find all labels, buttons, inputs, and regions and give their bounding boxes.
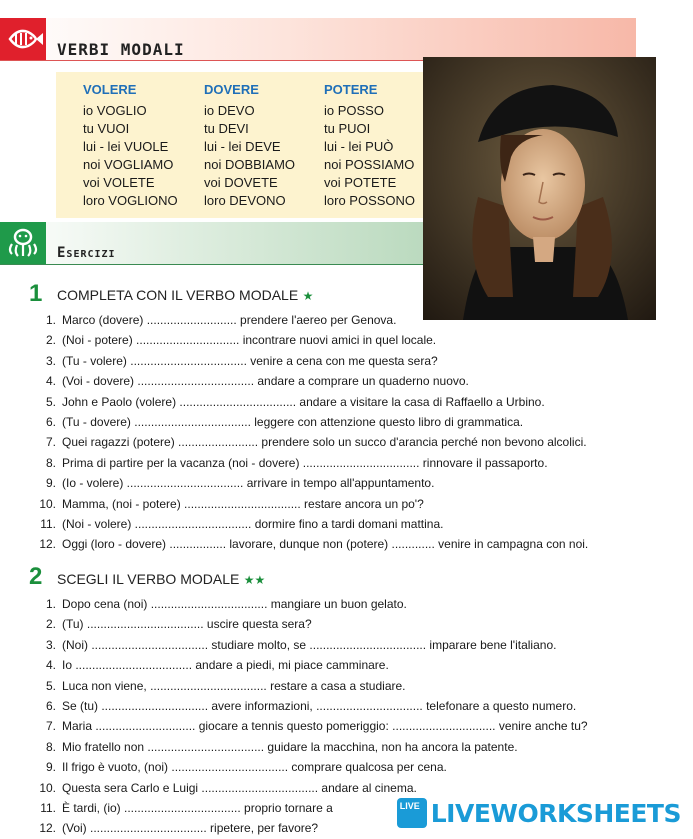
exercise-1-number: 1 [29,280,43,307]
verb-form: noi DOBBIAMO [204,157,296,172]
list-item: 2. (Tu) ................................... uscire questa sera? [45,617,312,632]
exercise-1-heading [57,287,313,305]
verb-heading: VOLERE [83,82,137,97]
verb-form: noi POSSIAMO [324,157,415,172]
verb-form: voi DOVETE [204,175,278,190]
list-item: 1. Marco (dovere) ........................... prendere l'aereo per Genova. [45,313,397,327]
verb-column-dovere [204,82,295,210]
list-item: 5. John e Paolo (volere) ................................... andare a visitare la casa di Raffaello a Urbino. [45,394,545,409]
liveworksheets-wordmark: LIVEWORKSHEETS [430,798,681,828]
difficulty-stars: ★★ [243,573,266,587]
list-item: 4. Io ................................... andare a piedi, mi piace camminare. [45,658,389,673]
list-item: 11. (Noi - volere) ................................... dormire fino a tardi domani mattina. [40,516,444,531]
list-item: 3. (Noi) ................................... studiare molto, se ................................... imparare bene l'italiano. [45,637,557,652]
verb-form: voi POTETE [324,175,397,190]
difficulty-stars: ★ [302,289,314,303]
verb-form: lui - lei DEVE [204,139,281,154]
list-item: 9. (Io - volere) ................................... arrivare in tempo all'appuntamento. [45,476,435,491]
verb-form: io DEVO [204,103,255,118]
verb-form: io VOGLIO [83,103,147,118]
list-item: 9. Il frigo è vuoto, (noi) ................................... comprare qualcosa per cena. [45,760,447,775]
list-item: 3. (Tu - volere) ................................... venire a cena con me questa sera? [45,353,438,368]
list-item: 10. Questa sera Carlo e Luigi ................................... andare al cinema. [39,780,417,795]
list-item: 4. (Voi - dovere) ................................... andare a comprare un quaderno nuovo. [45,374,469,389]
fish-icon [0,18,46,60]
list-item: 6. Se (tu) ................................ avere informazioni, ................................ telefonare a questo numero. [45,698,577,713]
verb-column-volere [83,82,178,210]
verb-form: noi VOGLIAMO [83,157,174,172]
exercise-2-heading [57,571,265,589]
verb-conjugation-table [56,72,436,218]
verb-form: loro POSSONO [324,193,416,208]
verb-form: loro DEVONO [204,193,286,208]
list-item: 10. Mamma, (noi - potere) ................................... restare ancora un po'? [39,496,424,511]
verb-column-potere [324,82,415,210]
verb-form: voi VOLETE [83,175,155,190]
verb-form: lui - lei PUÒ [324,139,394,154]
list-item: 12. (Voi) ................................... ripetere, per favore? [39,821,319,836]
list-item: 2. (Noi - potere) ............................... incontrare nuovi amici in quel locale. [45,333,437,348]
list-item: 7. Maria .............................. giocare a tennis questo pomeriggio: ............................... venire anche tu? [45,719,588,734]
liveworksheets-badge-icon: LIVE [397,798,427,828]
liveworksheets-logo[interactable] [397,796,681,830]
exercise-1-list [36,310,588,555]
verb-form: tu PUOI [324,121,371,136]
esercizi-title: Esercizi [57,245,116,261]
verb-form: lui - lei VUOLE [83,139,169,154]
octopus-icon [0,222,46,264]
verb-form: loro VOGLIONO [83,193,178,208]
exercise-2-number: 2 [29,563,43,590]
verb-form: tu VUOI [83,121,130,136]
list-item: 8. Mio fratello non ................................... guidare la macchina, non ha ancora la patente. [45,739,518,754]
exercise-1-title: COMPLETA CON IL VERBO MODALE [57,287,299,303]
verb-heading: POTERE [324,82,378,97]
list-item: 7. Quei ragazzi (potere) ........................ prendere solo un succo d'arancia perché non bevono alcolici. [45,435,587,450]
list-item: 12. Oggi (loro - dovere) ................. lavorare, dunque non (potere) ............. venire in campagna con noi. [39,537,589,552]
list-item: 6. (Tu - dovere) ................................... leggere con attenzione questo libro di grammatica. [45,414,524,429]
verb-form: tu DEVI [204,121,249,136]
list-item: 5. Luca non viene, ................................... restare a casa a studiare. [45,678,406,693]
exercise-2-title: SCEGLI IL VERBO MODALE [57,571,240,587]
list-item: 1. Dopo cena (noi) ................................... mangiare un buon gelato. [45,597,407,611]
page-title: VERBI MODALI [57,40,185,59]
verb-heading: DOVERE [204,82,259,97]
portrait-image [423,57,656,320]
verb-form: io POSSO [324,103,384,118]
list-item: 11. È tardi, (io) ................................... proprio tornare a [40,800,333,815]
list-item: 8. Prima di partire per la vacanza (noi - dovere) ................................... rinnovare il passaporto. [45,455,548,470]
